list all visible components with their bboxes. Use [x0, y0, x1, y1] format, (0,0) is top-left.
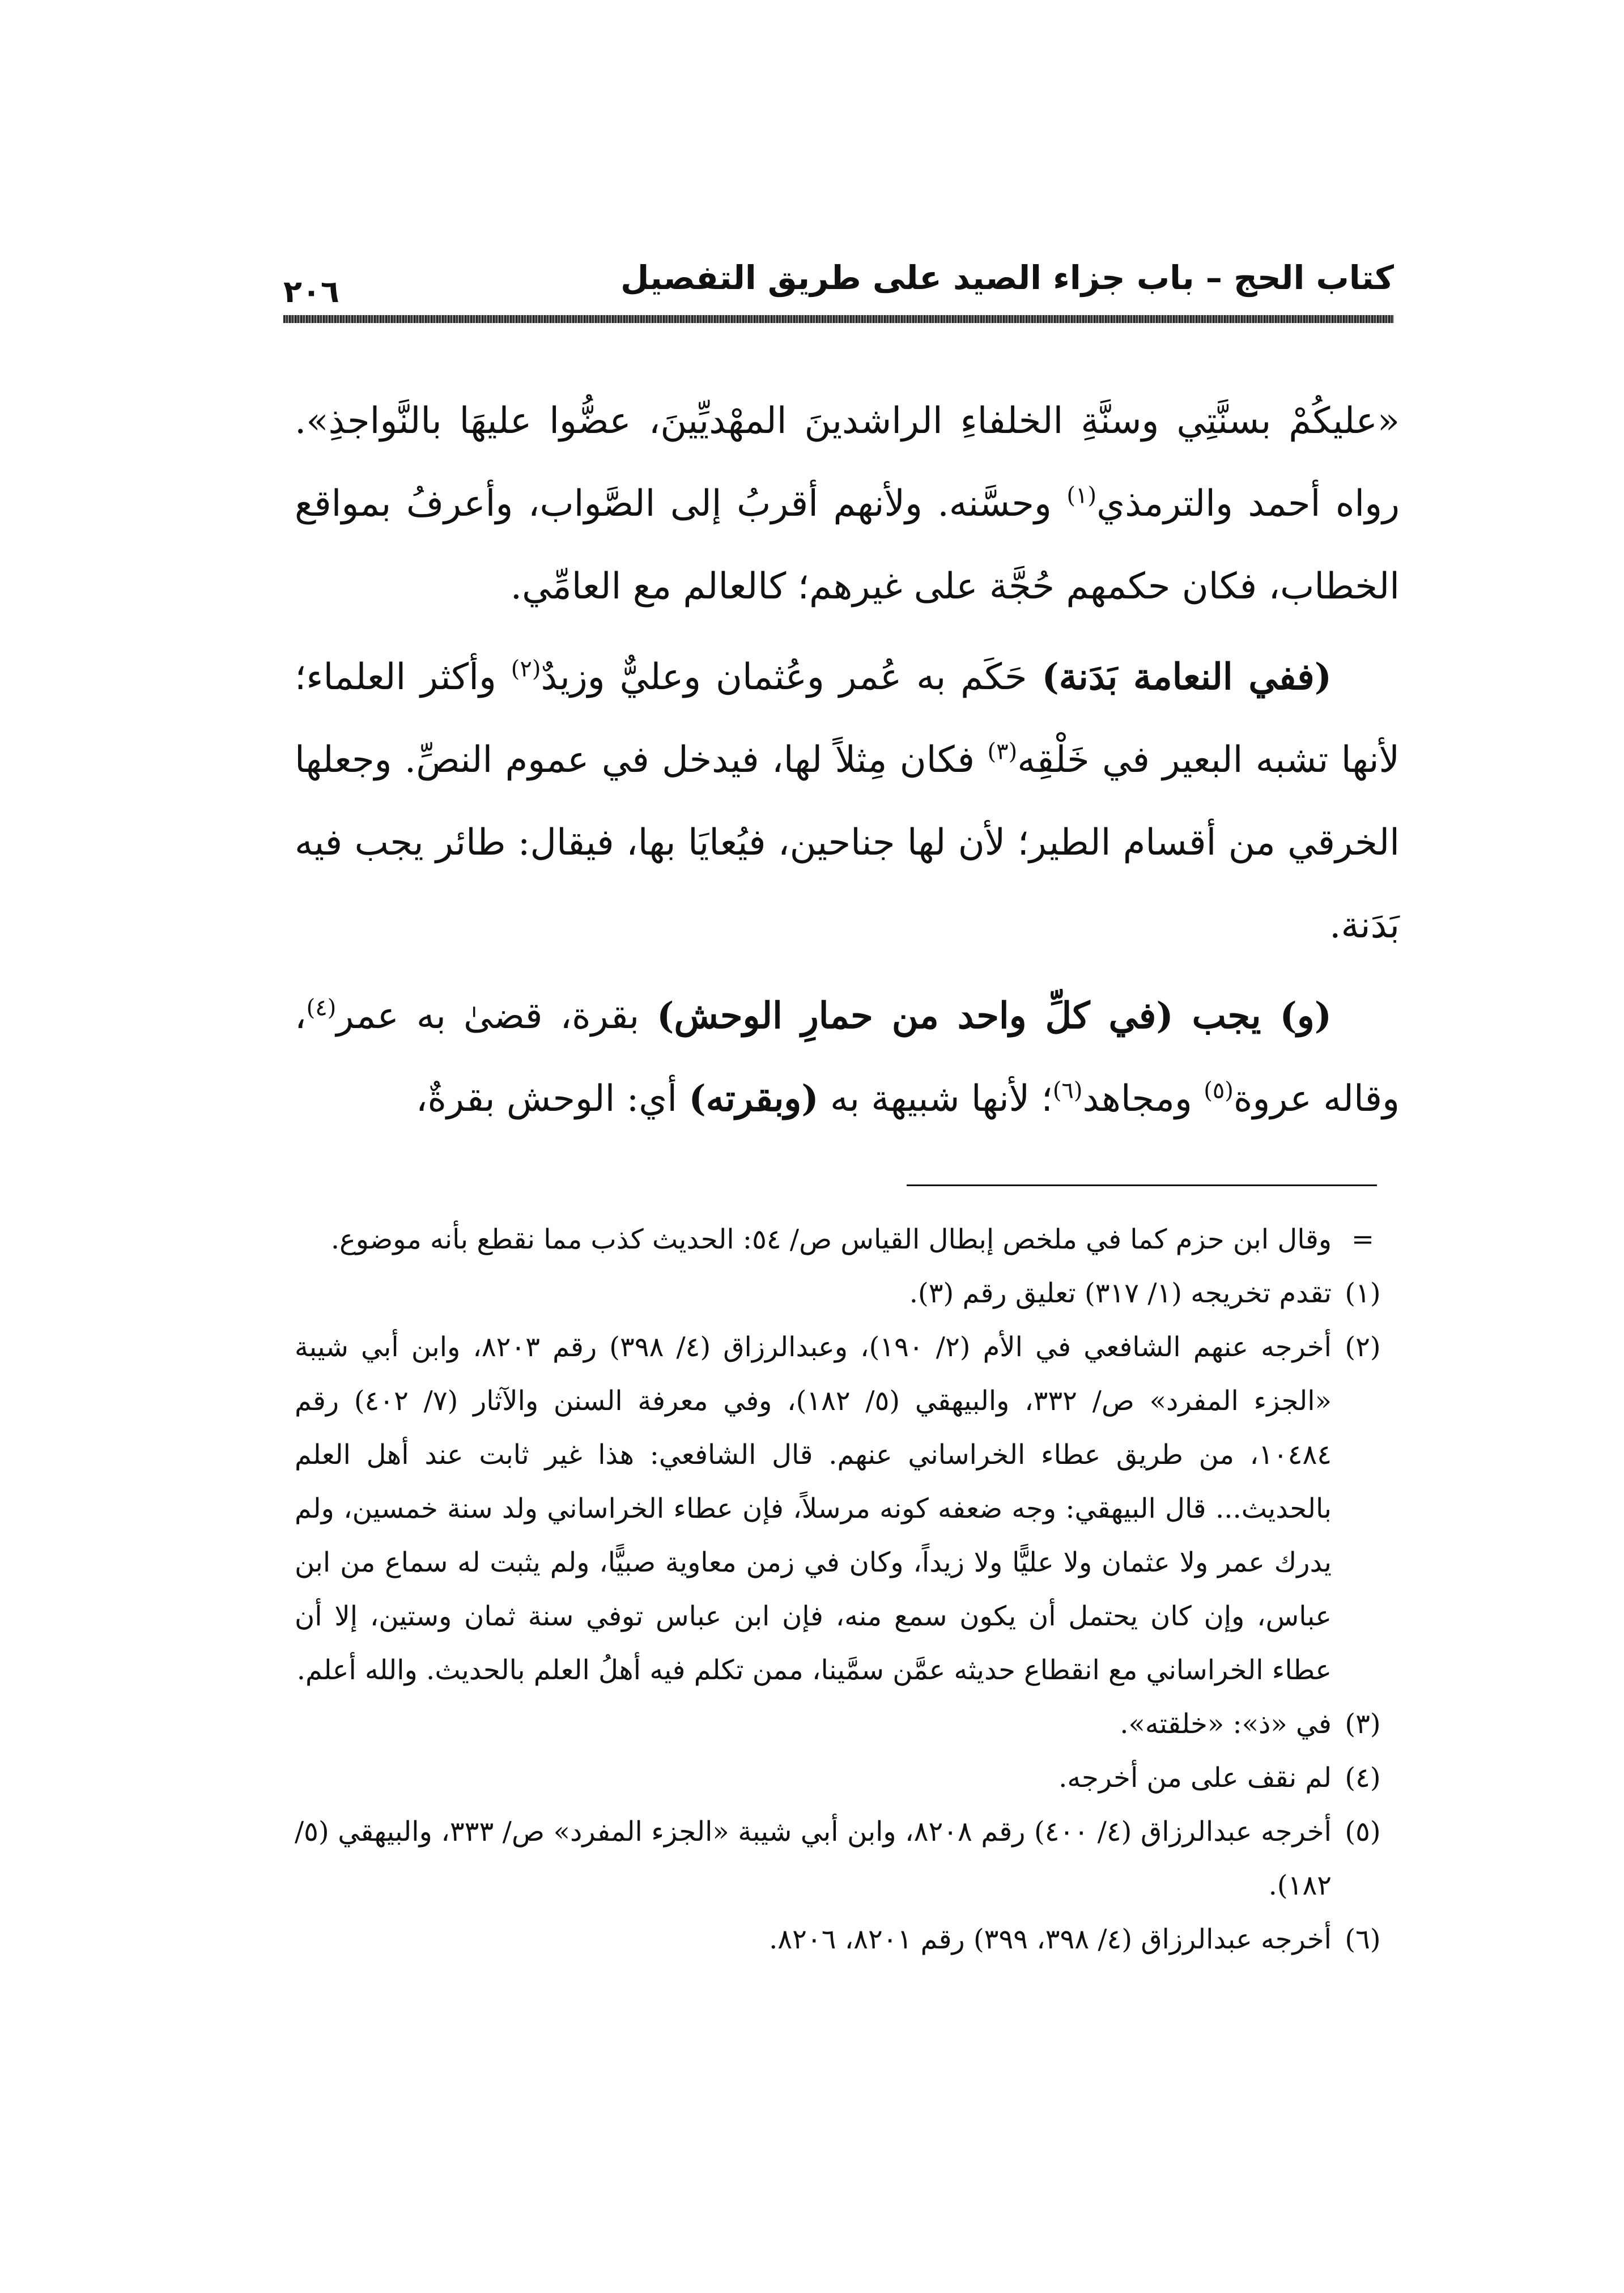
footnote-6: [295, 1913, 1388, 1967]
footnote-text: وقال ابن حزم كما في ملخص إبطال القياس ص/ ٥٤: الحديث كذب مما نقطع بأنه موضوع.: [330, 1224, 1332, 1255]
paragraph-3-text-c: ، وقاله عروة: [295, 995, 1400, 1120]
footnote-ref-1: (١): [1066, 482, 1097, 509]
paragraph-3-text-e: ؛ لأنها شبيهة به: [818, 1078, 1053, 1120]
footnote-ref-3: (٣): [987, 738, 1018, 765]
paragraph-2-text-c: فكان مِثلاً لها، فيدخل في عموم النصِّ. وجعلها الخرقي من أقسام الطير؛ لأن لها جناحين، فيُعايَا بها، فيقال: طائر يجب فيه بَدَنة.: [295, 739, 1400, 946]
footnote-number: (١): [1345, 1277, 1381, 1309]
footnote-5: [295, 1805, 1388, 1913]
running-header: [283, 249, 1394, 317]
running-header-title: كتاب الحج – باب جزاء الصيد على طريق التفصيل: [620, 258, 1394, 297]
footnote-text: أخرجه عبدالرزاق (٤/ ٤٠٠) رقم ٨٢٠٨، وابن أبي شيبة «الجزء المفرد» ص/ ٣٣٣، والبيهقي (٥/ ١٨٢).: [295, 1816, 1332, 1901]
footnote-text: أخرجه عنهم الشافعي في الأم (٢/ ١٩٠)، وعبدالرزاق (٤/ ٣٩٨) رقم ٨٢٠٣، وابن أبي شيبة «الجزء المفرد» ص/ ٣٣٢، والبيهقي (٥/ ١٨٢)، وفي معرفة السنن والآثار (٧/ ٤٠٢) رقم ١٠٤٨٤، من طريق عطاء الخراساني عنهم. قال الشافعي: هذا غير ثابت عند أهل العلم بالحديث... قال البيهقي: وجه ضعفه كونه مرسلاً، فإن عطاء الخراساني ولد سنة خمسين، ولم يدرك عمر ولا عثمان ولا عليًّا ولا زيداً، وكان في زمن معاوية صبيًّا، ولم يثبت له سماع من ابن عباس، وإن كان يحتمل أن يكون سمع منه، فإن ابن عباس توفي سنة ثمان وستين، إلا أن عطاء الخراساني مع انقطاع حديثه عمَّن سمَّينا، ممن تكلم فيه أهلُ العلم بالحديث. والله أعلم.: [295, 1331, 1332, 1686]
paragraph-3-matn-its-cow: (وبقرته): [688, 1077, 819, 1120]
footnote-text: لم نقف على من أخرجه.: [1058, 1762, 1332, 1794]
footnote-continuation: [295, 1213, 1388, 1267]
footnote-ref-6: (٦): [1052, 1077, 1083, 1104]
paragraph-1: [295, 380, 1400, 628]
paragraph-2-text-a: حَكَم به عُمر وعُثمان وعليٌّ وزيدٌ: [541, 656, 1042, 698]
paragraph-2-matn-ostrich: (ففي النعامة بَدَنة): [1041, 656, 1332, 698]
paragraph-3-text-a: (و) يجب: [1173, 995, 1332, 1037]
footnote-ref-4: (٤): [306, 995, 337, 1021]
main-text: [295, 380, 1400, 1148]
paragraph-3-text-f: أي: الوحش بقرةٌ،: [415, 1078, 689, 1120]
footnote-1: [295, 1267, 1388, 1320]
footnote-separator: [907, 1184, 1377, 1186]
footnote-text: تقدم تخريجه (١/ ٣١٧) تعليق رقم (٣).: [909, 1277, 1332, 1309]
footnote-3: [295, 1697, 1388, 1751]
paragraph-3-text-d: ومجاهد: [1082, 1078, 1204, 1120]
paragraph-1-text-a: رواه أحمد والترمذي: [1096, 483, 1400, 525]
footnote-text: أخرجه عبدالرزاق (٤/ ٣٩٨، ٣٩٩) رقم ٨٢٠١، ٨٢٠٦.: [769, 1923, 1332, 1955]
paragraph-2-text-b: وأكثر العلماء؛ لأنها تشبه البعير في خَلْقِه: [295, 656, 1400, 781]
footnote-number: (٥): [1345, 1816, 1381, 1848]
paragraph-3-matn-wild-donkey: (في كلِّ واحد من حمارِ الوحش): [657, 995, 1174, 1037]
footnote-text: في «ذ»: «خلقته».: [1120, 1708, 1332, 1740]
paragraph-3: [295, 975, 1400, 1140]
footnote-number: (٤): [1345, 1762, 1381, 1794]
footnote-number: (٦): [1345, 1923, 1381, 1955]
footnote-ref-2: (٢): [511, 656, 541, 682]
footnote-ref-5: (٥): [1204, 1077, 1234, 1104]
footnote-number: =: [1351, 1224, 1375, 1255]
footnote-number: (٣): [1345, 1708, 1381, 1740]
footnote-number: (٢): [1345, 1331, 1381, 1363]
page-number: ٢٠٦: [283, 274, 339, 309]
footnote-4: [295, 1751, 1388, 1805]
header-rule: [283, 315, 1394, 323]
paragraph-3-text-b: بقرة، قضىٰ به عمر: [336, 995, 657, 1037]
hadith-quote: «عليكُمْ بسنَّتِي وسنَّةِ الخلفاءِ الراشدينَ المهْديِّينَ، عضُّوا عليهَا بالنَّواجذِ».: [295, 400, 1400, 442]
paragraph-2: [295, 636, 1400, 967]
footnotes: [295, 1213, 1388, 1967]
paragraph-1-text-b: وحسَّنه. ولأنهم أقربُ إلى الصَّواب، وأعرفُ بمواقع الخطاب، فكان حكمهم حُجَّة على غيرهم؛ كالعالم مع العامِّي.: [295, 483, 1400, 608]
footnote-2: [295, 1320, 1388, 1697]
